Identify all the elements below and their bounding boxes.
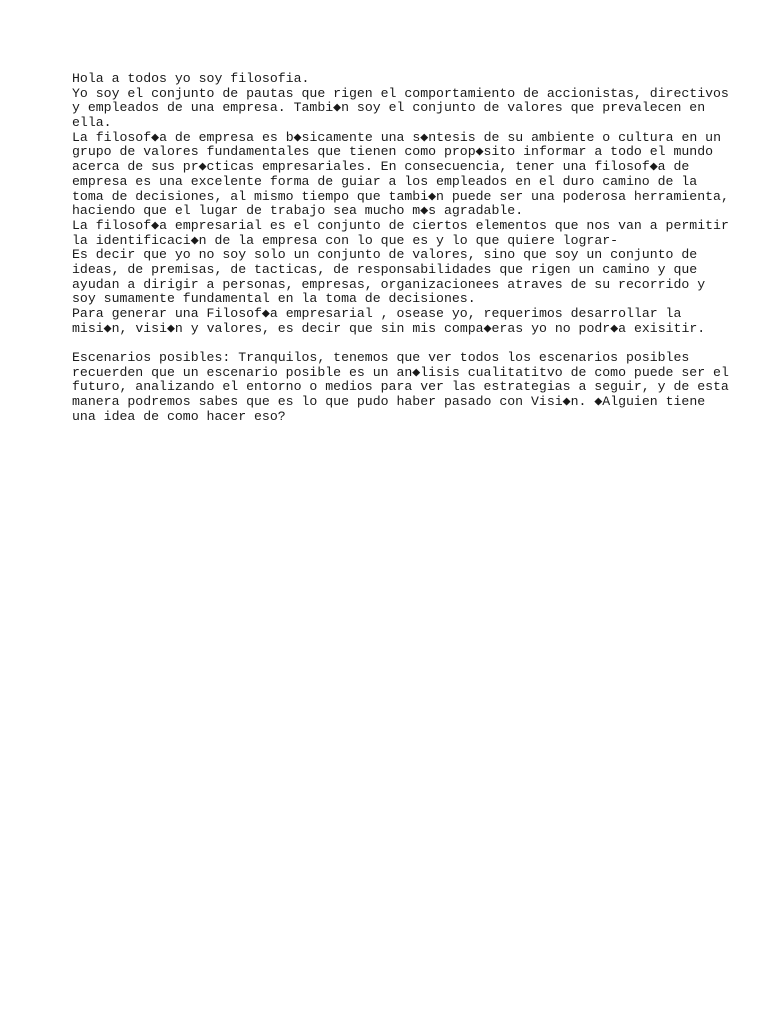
- text-line: La filosof◆a de empresa es b◆sicamente una s◆ntesis de su ambiente o cultura en un: [72, 129, 722, 145]
- text-line: Yo soy el conjunto de pautas que rigen el comportamiento de accionistas, directivos: [72, 85, 729, 101]
- text-line: haciendo que el lugar de trabajo sea mucho m◆s agradable.: [72, 203, 524, 219]
- text-line: toma de decisiones, al mismo tiempo que tambi◆n puede ser una poderosa herramienta,: [72, 188, 729, 204]
- text-line: recuerden que un escenario posible es un an◆lisis cualitatitvo de como puede ser el: [72, 364, 729, 380]
- text-line: Es decir que yo no soy solo un conjunto de valores, sino que soy un conjunto de: [72, 247, 698, 263]
- text-line: ella.: [72, 115, 112, 131]
- text-line: La filosof◆a empresarial es el conjunto de ciertos elementos que nos van a permitir: [72, 217, 729, 233]
- text-line: manera podremos sabes que es lo que pudo haber pasado con Visi◆n. ◆Alguien tiene: [72, 394, 706, 410]
- text-line: Escenarios posibles: Tranquilos, tenemos que ver todos los escenarios posibles: [72, 350, 690, 366]
- text-line: misi◆n, visi◆n y valores, es decir que sin mis compa◆eras yo no podr◆a exisitir.: [72, 320, 706, 336]
- text-line: acerca de sus pr◆cticas empresariales. En consecuencia, tener una filosof◆a de: [72, 159, 690, 175]
- text-line: soy sumamente fundamental en la toma de decisiones.: [72, 291, 476, 307]
- document-body: [72, 71, 729, 425]
- text-line: una idea de como hacer eso?: [72, 408, 286, 424]
- text-line: futuro, analizando el entorno o medios para ver las estrategias a seguir, y de esta: [72, 379, 729, 395]
- text-line: grupo de valores fundamentales que tienen como prop◆sito informar a todo el mundo: [72, 144, 714, 160]
- text-line: y empleados de una empresa. Tambi◆n soy el conjunto de valores que prevalecen en: [72, 100, 706, 116]
- text-line: la identificaci◆n de la empresa con lo que es y lo que quiere lograr-: [72, 232, 619, 248]
- paragraph-gap: [72, 336, 712, 351]
- text-line: empresa es una excelente forma de guiar a los empleados en el duro camino de la: [72, 173, 698, 189]
- text-line: ideas, de premisas, de tacticas, de responsabilidades que rigen un camino y que: [72, 261, 698, 277]
- text-line: Hola a todos yo soy filosofia.: [72, 71, 310, 86]
- text-line: ayudan a dirigir a personas, empresas, organizacionees atraves de su recorrido y: [72, 276, 706, 292]
- text-line: Para generar una Filosof◆a empresarial , osease yo, requerimos desarrollar la: [72, 306, 682, 321]
